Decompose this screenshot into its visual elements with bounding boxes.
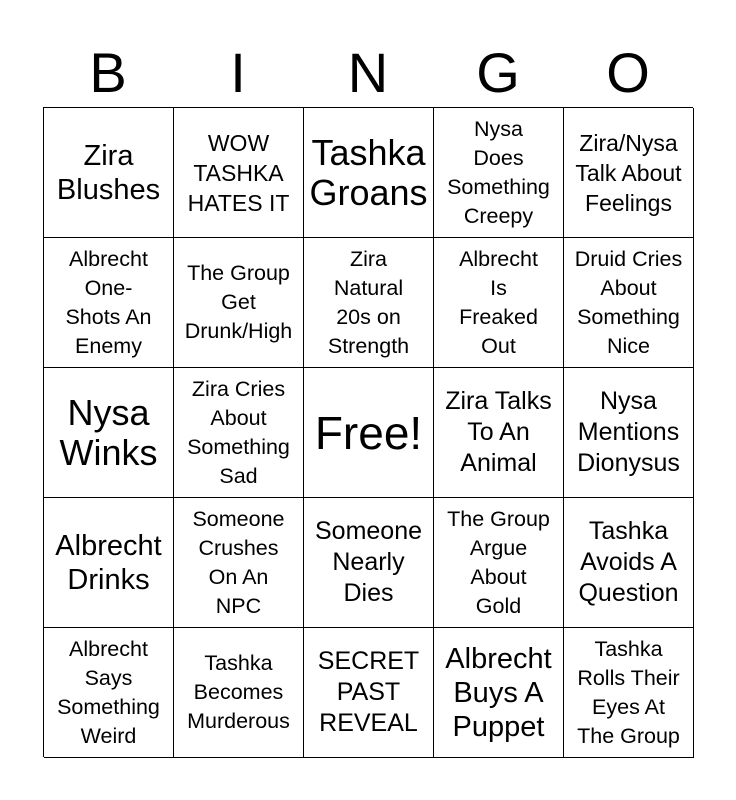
bingo-cell[interactable]: [44, 108, 174, 238]
cell-label: Albrecht Says Something Weird: [57, 636, 160, 748]
cell-label: Tashka Rolls Their Eyes At The Group: [577, 636, 680, 748]
bingo-cell[interactable]: [564, 368, 694, 498]
cell-label: WOW TASHKA HATES IT: [187, 129, 290, 216]
bingo-card: [43, 107, 693, 757]
bingo-cell[interactable]: [434, 108, 564, 238]
cell-label: Zira Cries About Something Sad: [187, 376, 290, 488]
bingo-cell[interactable]: [44, 628, 174, 758]
cell-label: Zira Blushes: [56, 139, 161, 206]
bingo-cell[interactable]: [304, 108, 434, 238]
bingo-cell[interactable]: [44, 368, 174, 498]
cell-label: Someone Crushes On An NPC: [192, 506, 285, 618]
bingo-cell[interactable]: [564, 108, 694, 238]
cell-label: Tashka Avoids A Question: [578, 517, 679, 607]
cell-label: Druid Cries About Something Nice: [574, 246, 683, 358]
bingo-cell[interactable]: [304, 628, 434, 758]
free-space-cell[interactable]: [304, 368, 434, 498]
bingo-cell[interactable]: [174, 628, 304, 758]
cell-label: Zira/Nysa Talk About Feelings: [575, 129, 682, 216]
cell-label: The Group Get Drunk/High: [184, 261, 293, 343]
bingo-cell[interactable]: [434, 238, 564, 368]
cell-label: Nysa Mentions Dionysus: [577, 387, 680, 477]
cell-label: SECRET PAST REVEAL: [317, 647, 420, 737]
cell-label: The Group Argue About Gold: [447, 506, 550, 618]
bingo-cell[interactable]: [174, 108, 304, 238]
bingo-cell[interactable]: [174, 368, 304, 498]
bingo-cell[interactable]: [564, 238, 694, 368]
bingo-cell[interactable]: [44, 238, 174, 368]
bingo-cell[interactable]: [434, 628, 564, 758]
free-space-label: Free!: [314, 406, 423, 459]
bingo-cell[interactable]: [434, 498, 564, 628]
bingo-header: [43, 38, 693, 108]
cell-label: Albrecht Buys A Puppet: [445, 642, 552, 743]
bingo-cell[interactable]: [304, 238, 434, 368]
header-letter-g: G: [476, 41, 520, 104]
cell-label: Albrecht Is Freaked Out: [459, 246, 538, 358]
cell-label: Tashka Groans: [309, 131, 428, 213]
cell-label: Nysa Does Something Creepy: [447, 116, 550, 228]
cell-label: Albrecht One- Shots An Enemy: [65, 246, 152, 358]
bingo-cell[interactable]: [564, 628, 694, 758]
bingo-cell[interactable]: [44, 498, 174, 628]
cell-label: Albrecht Drinks: [55, 529, 162, 596]
bingo-cell[interactable]: [174, 498, 304, 628]
header-letter-n: N: [347, 41, 389, 104]
bingo-cell[interactable]: [304, 498, 434, 628]
cell-label: Tashka Becomes Murderous: [187, 651, 290, 733]
header-letter-i: I: [230, 41, 246, 104]
bingo-cell[interactable]: [564, 498, 694, 628]
bingo-cell[interactable]: [434, 368, 564, 498]
cell-label: Nysa Winks: [59, 391, 158, 473]
header-letter-o: O: [606, 41, 650, 104]
header-letter-b: B: [89, 41, 127, 104]
cell-label: Someone Nearly Dies: [314, 517, 423, 607]
bingo-cell[interactable]: [174, 238, 304, 368]
cell-label: Zira Talks To An Animal: [445, 387, 552, 477]
cell-label: Zira Natural 20s on Strength: [327, 246, 410, 358]
